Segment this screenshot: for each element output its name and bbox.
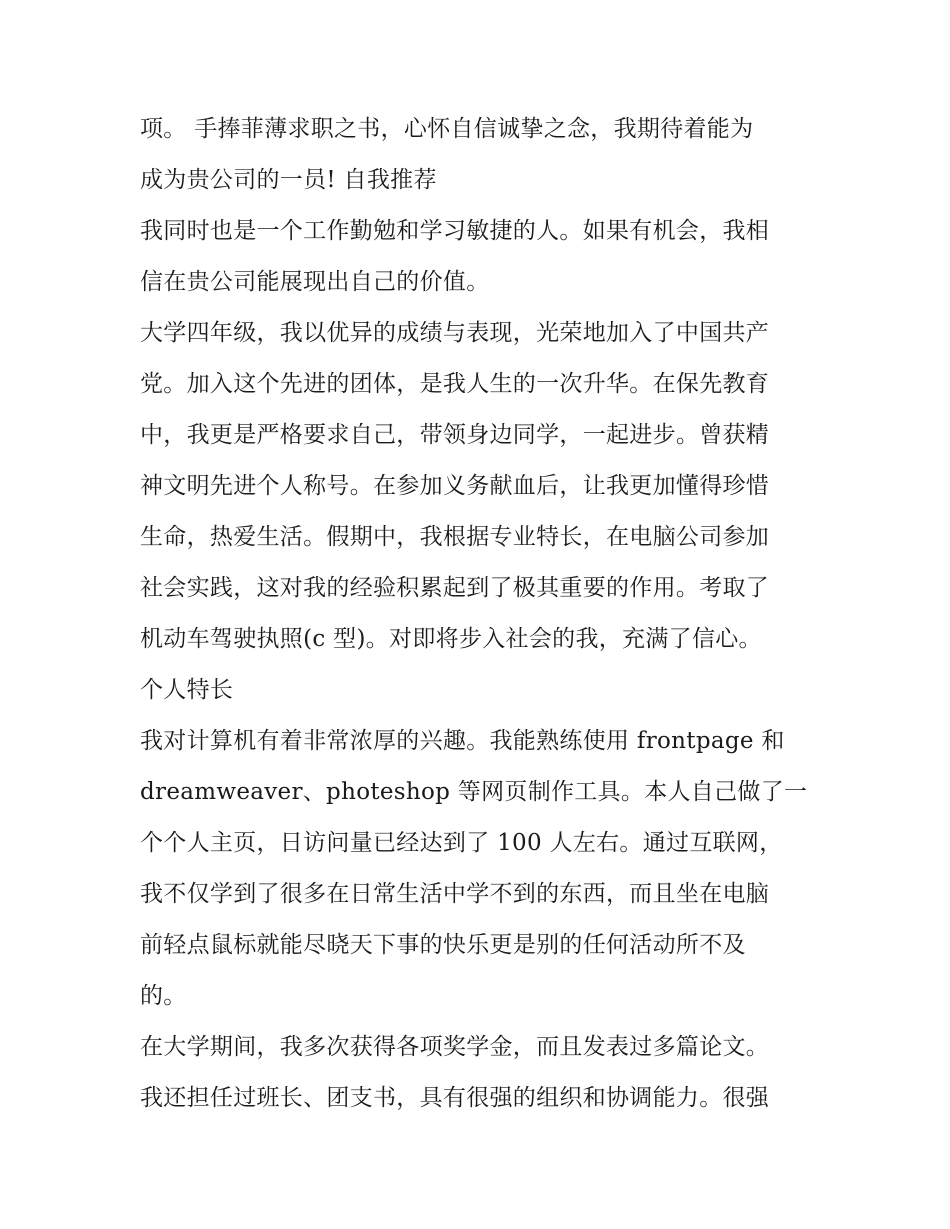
text-line: 中，我更是严格要求自己，带领身边同学，一起进步。曾获精 xyxy=(140,422,770,448)
text-line: 个个人主页，日访问量已经达到了 100 人左右。通过互联网， xyxy=(140,830,783,856)
text-line: 生命，热爱生活。假期中，我根据专业特长，在电脑公司参加 xyxy=(140,524,770,550)
text-line: 我还担任过班长、团支书，具有很强的组织和协调能力。很强 xyxy=(140,1085,770,1111)
document-body xyxy=(140,104,820,1124)
text-line: 我不仅学到了很多在日常生活中学不到的东西，而且坐在电脑 xyxy=(140,881,770,907)
text-line: 信在贵公司能展现出自己的价值。 xyxy=(140,269,490,295)
text-line: 我同时也是一个工作勤勉和学习敏捷的人。如果有机会，我相 xyxy=(140,218,770,244)
text-line: 成为贵公司的一员! 自我推荐 xyxy=(140,167,437,193)
text-line: 在大学期间，我多次获得各项奖学金，而且发表过多篇论文。 xyxy=(140,1034,770,1060)
text-line: 神文明先进个人称号。在参加义务献血后，让我更加懂得珍惜 xyxy=(140,473,770,499)
text-line: 的。 xyxy=(140,983,187,1009)
text-line: 前轻点鼠标就能尽晓天下事的快乐更是别的任何活动所不及 xyxy=(140,932,746,958)
text-line: dreamweaver、photeshop 等网页制作工具。本人自己做了一 xyxy=(140,779,808,805)
text-line: 机动车驾驶执照(c 型)。对即将步入社会的我，充满了信心。 xyxy=(140,626,762,652)
text-line: 社会实践，这对我的经验积累起到了极其重要的作用。考取了 xyxy=(140,575,770,601)
section-heading: 个人特长 xyxy=(140,677,234,703)
text-line: 项。 手捧菲薄求职之书，心怀自信诚挚之念，我期待着能为 xyxy=(140,116,754,142)
text-line: 我对计算机有着非常浓厚的兴趣。我能熟练使用 frontpage 和 xyxy=(140,728,785,754)
text-line: 大学四年级，我以优异的成绩与表现，光荣地加入了中国共产 xyxy=(140,320,770,346)
text-line: 党。加入这个先进的团体，是我人生的一次升华。在保先教育 xyxy=(140,371,770,397)
